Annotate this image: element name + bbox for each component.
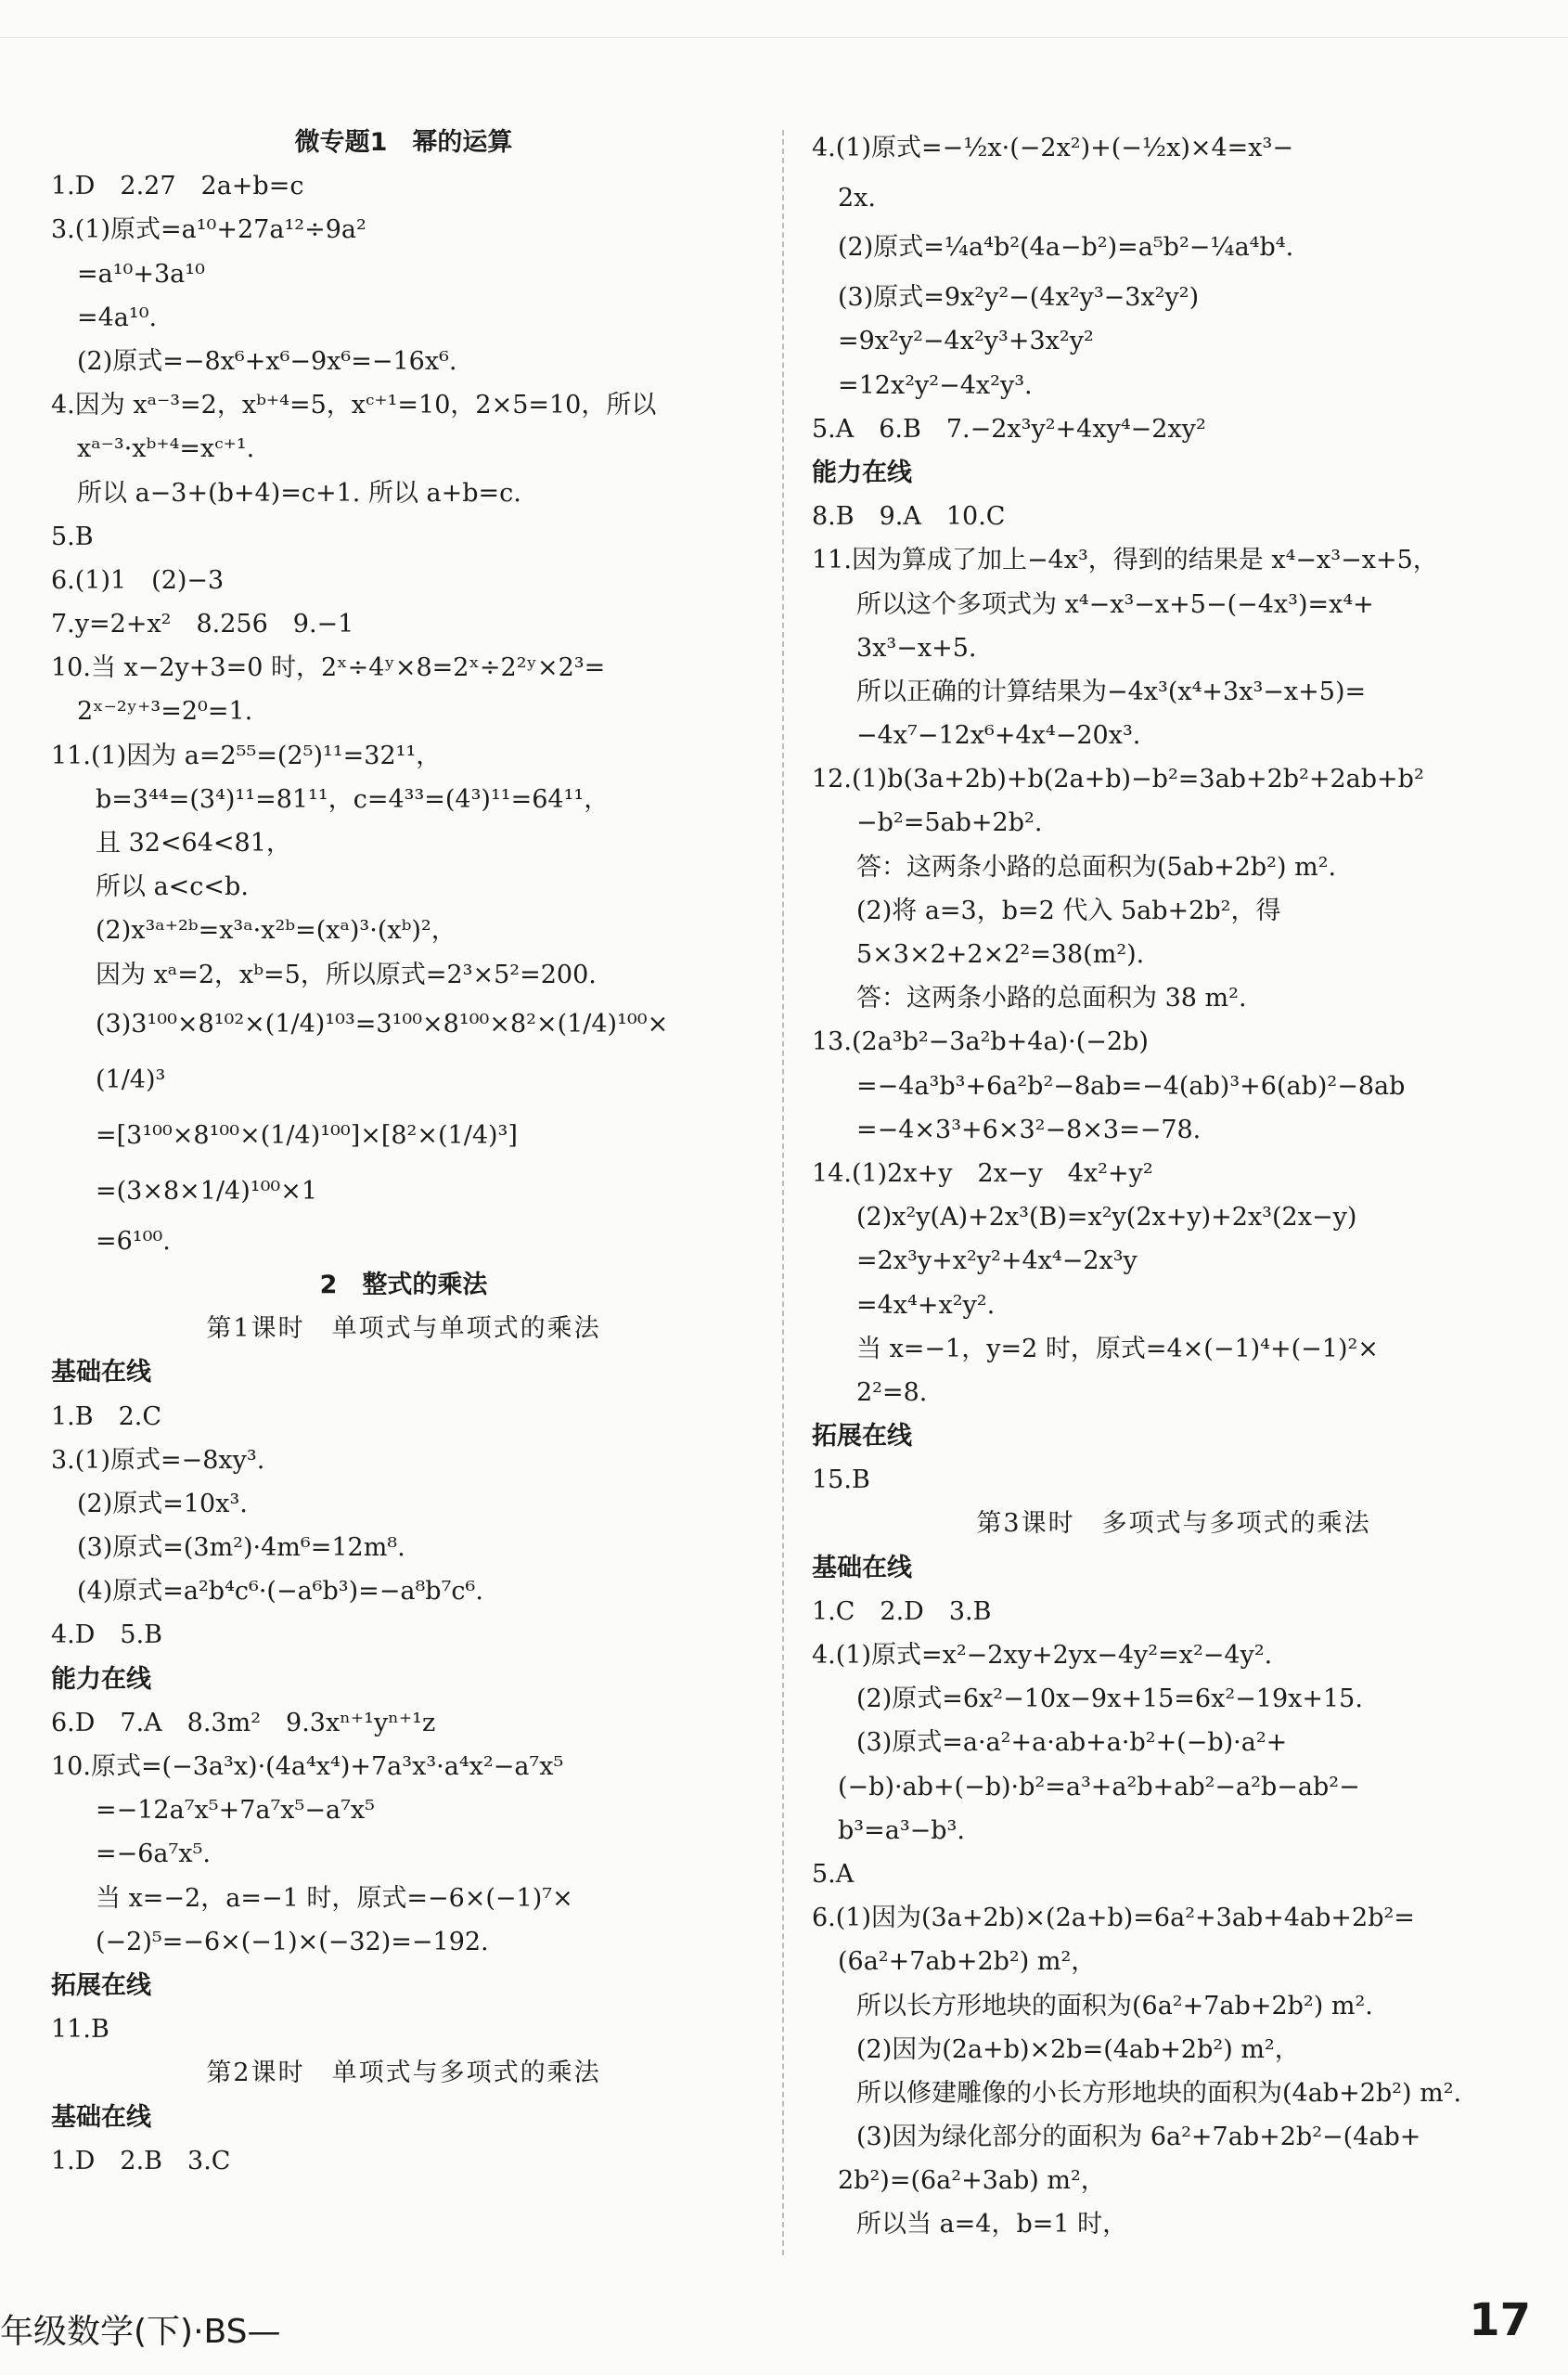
right-line: 3x³−x+5. — [856, 633, 977, 663]
left-line: 第2课时 单项式与多项式的乘法 — [206, 2059, 601, 2088]
left-line: (2)x³ᵃ⁺²ᵇ=x³ᵃ·x²ᵇ=(xᵃ)³·(xᵇ)²， — [96, 916, 456, 946]
right-line: 14.(1)2x+y 2x−y 4x²+y² — [812, 1158, 1153, 1188]
footer-book-title: 年级数学(下)·BS— — [0, 2313, 281, 2351]
left-line: 基础在线 — [51, 2102, 151, 2132]
left-line: =−6a⁷x⁵. — [96, 1839, 211, 1869]
right-line: (3)原式=a·a²+a·ab+a·b²+(−b)·a²+ — [856, 1728, 1288, 1758]
right-line: =−4a³b³+6a²b²−8ab=−4(ab)³+6(ab)²−8ab — [856, 1071, 1406, 1101]
left-line: (3)3¹⁰⁰×8¹⁰²×(1/4)¹⁰³=3¹⁰⁰×8¹⁰⁰×8²×(1/4)¹⁰⁰× — [96, 1009, 669, 1039]
right-line: =2x³y+x²y²+4x⁴−2x³y — [856, 1246, 1137, 1276]
left-line: 6.D 7.A 8.3m² 9.3xⁿ⁺¹yⁿ⁺¹z — [51, 1708, 436, 1737]
right-line: =9x²y²−4x²y³+3x²y² — [838, 327, 1094, 356]
left-line: 1.B 2.C — [51, 1401, 162, 1431]
left-line: 10.当 x−2y+3=0 时，2ˣ÷4ʸ×8=2ˣ÷2²ʸ×2³= — [51, 653, 606, 683]
left-line: (2)原式=10x³. — [77, 1489, 248, 1518]
left-line: 1.D 2.B 3.C — [51, 2146, 231, 2175]
right-line: 答：这两条小路的总面积为 38 m². — [856, 984, 1247, 1013]
right-line: =12x²y²−4x²y³. — [838, 370, 1033, 400]
left-line: 当 x=−2，a=−1 时，原式=−6×(−1)⁷× — [96, 1883, 573, 1913]
left-line: (4)原式=a²b⁴c⁶·(−a⁶b³)=−a⁸b⁷c⁶. — [77, 1577, 483, 1607]
left-line: 3.(1)原式=a¹⁰+27a¹²÷9a² — [51, 215, 366, 245]
left-line: 所以 a−3+(b+4)=c+1. 所以 a+b=c. — [77, 478, 521, 508]
right-line: 2²=8. — [856, 1377, 928, 1407]
left-line: =4a¹⁰. — [77, 303, 158, 332]
right-line: (2)因为(2a+b)×2b=(4ab+2b²) m²， — [856, 2034, 1300, 2064]
left-line: =(3×8×1/4)¹⁰⁰×1 — [96, 1176, 318, 1206]
left-line: 11.B — [51, 2015, 109, 2045]
right-line: (6a²+7ab+2b²) m²， — [838, 1947, 1097, 1977]
left-line: =6¹⁰⁰. — [96, 1226, 171, 1256]
right-line: 4.(1)原式=x²−2xy+2yx−4y²=x²−4y². — [812, 1641, 1273, 1670]
left-line: 2 整式的乘法 — [319, 1270, 488, 1299]
left-line: 1.D 2.27 2a+b=c — [51, 172, 304, 201]
right-line: (2)原式=6x²−10x−9x+15=6x²−19x+15. — [856, 1684, 1363, 1714]
left-line: 11.(1)因为 a=2⁵⁵=(2⁵)¹¹=32¹¹， — [51, 741, 442, 770]
right-line: (2)将 a=3，b=2 代入 5ab+2b²，得 — [856, 896, 1281, 925]
right-line: 4.(1)原式=−½x·(−2x²)+(−½x)×4=x³− — [812, 134, 1293, 162]
right-line: 所以修建雕像的小长方形地块的面积为(4ab+2b²) m². — [856, 2078, 1462, 2108]
right-line: (3)原式=9x²y²−(4x²y³−3x²y²) — [838, 283, 1200, 313]
left-line: 7.y=2+x² 8.256 9.−1 — [51, 610, 354, 639]
left-line: (2)原式=−8x⁶+x⁶−9x⁶=−16x⁶. — [77, 346, 457, 376]
right-line: 5.A 6.B 7.−2x³y²+4xy⁴−2xy² — [812, 414, 1206, 444]
right-line: 6.(1)因为(3a+2b)×(2a+b)=6a²+3ab+4ab+2b²= — [812, 1904, 1415, 1933]
right-line: =4x⁴+x²y². — [856, 1290, 996, 1320]
left-column — [51, 121, 756, 2183]
right-line: 所以这个多项式为 x⁴−x³−x+5−(−4x³)=x⁴+ — [856, 589, 1374, 619]
column-divider — [782, 130, 784, 2255]
left-line: (−2)⁵=−6×(−1)×(−32)=−192. — [96, 1927, 489, 1956]
right-column — [812, 121, 1536, 2247]
left-line: 第1课时 单项式与单项式的乘法 — [206, 1314, 601, 1344]
left-line: 且 32<64<81， — [96, 829, 291, 858]
left-line: 4.因为 xᵃ⁻³=2，xᵇ⁺⁴=5，xᶜ⁺¹=10，2×5=10，所以 — [51, 391, 657, 420]
right-line: 第3课时 多项式与多项式的乘法 — [976, 1509, 1371, 1539]
left-line: 2ˣ⁻²ʸ⁺³=2⁰=1. — [77, 697, 253, 727]
right-line: 所以当 a=4，b=1 时， — [856, 2210, 1128, 2239]
right-line: 12.(1)b(3a+2b)+b(2a+b)−b²=3ab+2b²+2ab+b² — [812, 765, 1424, 794]
left-line: 3.(1)原式=−8xy³. — [51, 1445, 265, 1475]
right-line: 拓展在线 — [812, 1422, 912, 1452]
left-line: 4.D 5.B — [51, 1620, 163, 1650]
right-line: 5×3×2+2×2²=38(m²). — [856, 940, 1145, 969]
right-line: 1.C 2.D 3.B — [812, 1596, 992, 1626]
right-line: 基础在线 — [812, 1553, 912, 1582]
right-line: 答：这两条小路的总面积为(5ab+2b²) m². — [856, 852, 1337, 882]
left-line: 10.原式=(−3a³x)·(4a⁴x⁴)+7a³x³·a⁴x²−a⁷x⁵ — [51, 1752, 564, 1781]
right-line: 当 x=−1，y=2 时，原式=4×(−1)⁴+(−1)²× — [856, 1334, 1379, 1363]
right-line: 5.A — [812, 1859, 855, 1889]
left-line: 能力在线 — [51, 1664, 151, 1694]
right-line: =−4×3³+6×3²−8×3=−78. — [856, 1115, 1202, 1144]
right-line: 2b²)=(6a²+3ab) m²， — [838, 2166, 1106, 2196]
right-line: 13.(2a³b²−3a²b+4a)·(−2b) — [812, 1027, 1149, 1057]
right-line: (3)因为绿化部分的面积为 6a²+7ab+2b²−(4ab+ — [856, 2123, 1421, 2152]
right-line: 所以正确的计算结果为−4x³(x⁴+3x³−x+5)= — [856, 677, 1367, 706]
left-line: 微专题1 幂的运算 — [294, 128, 513, 157]
left-line: xᵃ⁻³·xᵇ⁺⁴=xᶜ⁺¹. — [77, 434, 255, 464]
left-line: b=3⁴⁴=(3⁴)¹¹=81¹¹，c=4³³=(4³)¹¹=64¹¹， — [96, 784, 610, 814]
right-line: −4x⁷−12x⁶+4x⁴−20x³. — [856, 721, 1141, 751]
right-line: 15.B — [812, 1465, 870, 1495]
right-line: (2)x²y(A)+2x³(B)=x²y(2x+y)+2x³(2x−y) — [856, 1203, 1357, 1233]
left-line: 5.B — [51, 522, 94, 551]
left-line: 6.(1)1 (2)−3 — [51, 565, 225, 595]
left-line: =a¹⁰+3a¹⁰ — [77, 259, 205, 289]
left-line: 因为 xᵃ=2，xᵇ=5，所以原式=2³×5²=200. — [96, 960, 597, 989]
left-line: 所以 a<c<b. — [96, 872, 249, 902]
top-edge-line — [0, 37, 1568, 38]
right-line: 2x. — [838, 184, 876, 213]
left-line: =−12a⁷x⁵+7a⁷x⁵−a⁷x⁵ — [96, 1796, 375, 1826]
left-line: (3)原式=(3m²)·4m⁶=12m⁸. — [77, 1533, 405, 1563]
left-line: =[3¹⁰⁰×8¹⁰⁰×(1/4)¹⁰⁰]×[8²×(1/4)³] — [96, 1120, 518, 1150]
left-line: (1/4)³ — [96, 1065, 166, 1094]
page-number: 17 — [1469, 2294, 1531, 2346]
right-line: 能力在线 — [812, 458, 912, 487]
right-line: 8.B 9.A 10.C — [812, 502, 1006, 532]
right-line: b³=a³−b³. — [838, 1815, 965, 1845]
right-line: (−b)·ab+(−b)·b²=a³+a²b+ab²−a²b−ab²− — [838, 1772, 1360, 1801]
right-line: 11.因为算成了加上−4x³，得到的结果是 x⁴−x³−x+5， — [812, 546, 1438, 575]
right-line: −b²=5ab+2b². — [856, 808, 1043, 838]
left-line: 拓展在线 — [51, 1970, 151, 2000]
right-line: 所以长方形地块的面积为(6a²+7ab+2b²) m². — [856, 1991, 1373, 2020]
right-line: (2)原式=¼a⁴b²(4a−b²)=a⁵b²−¼a⁴b⁴. — [838, 233, 1294, 263]
left-line: 基础在线 — [51, 1358, 151, 1388]
